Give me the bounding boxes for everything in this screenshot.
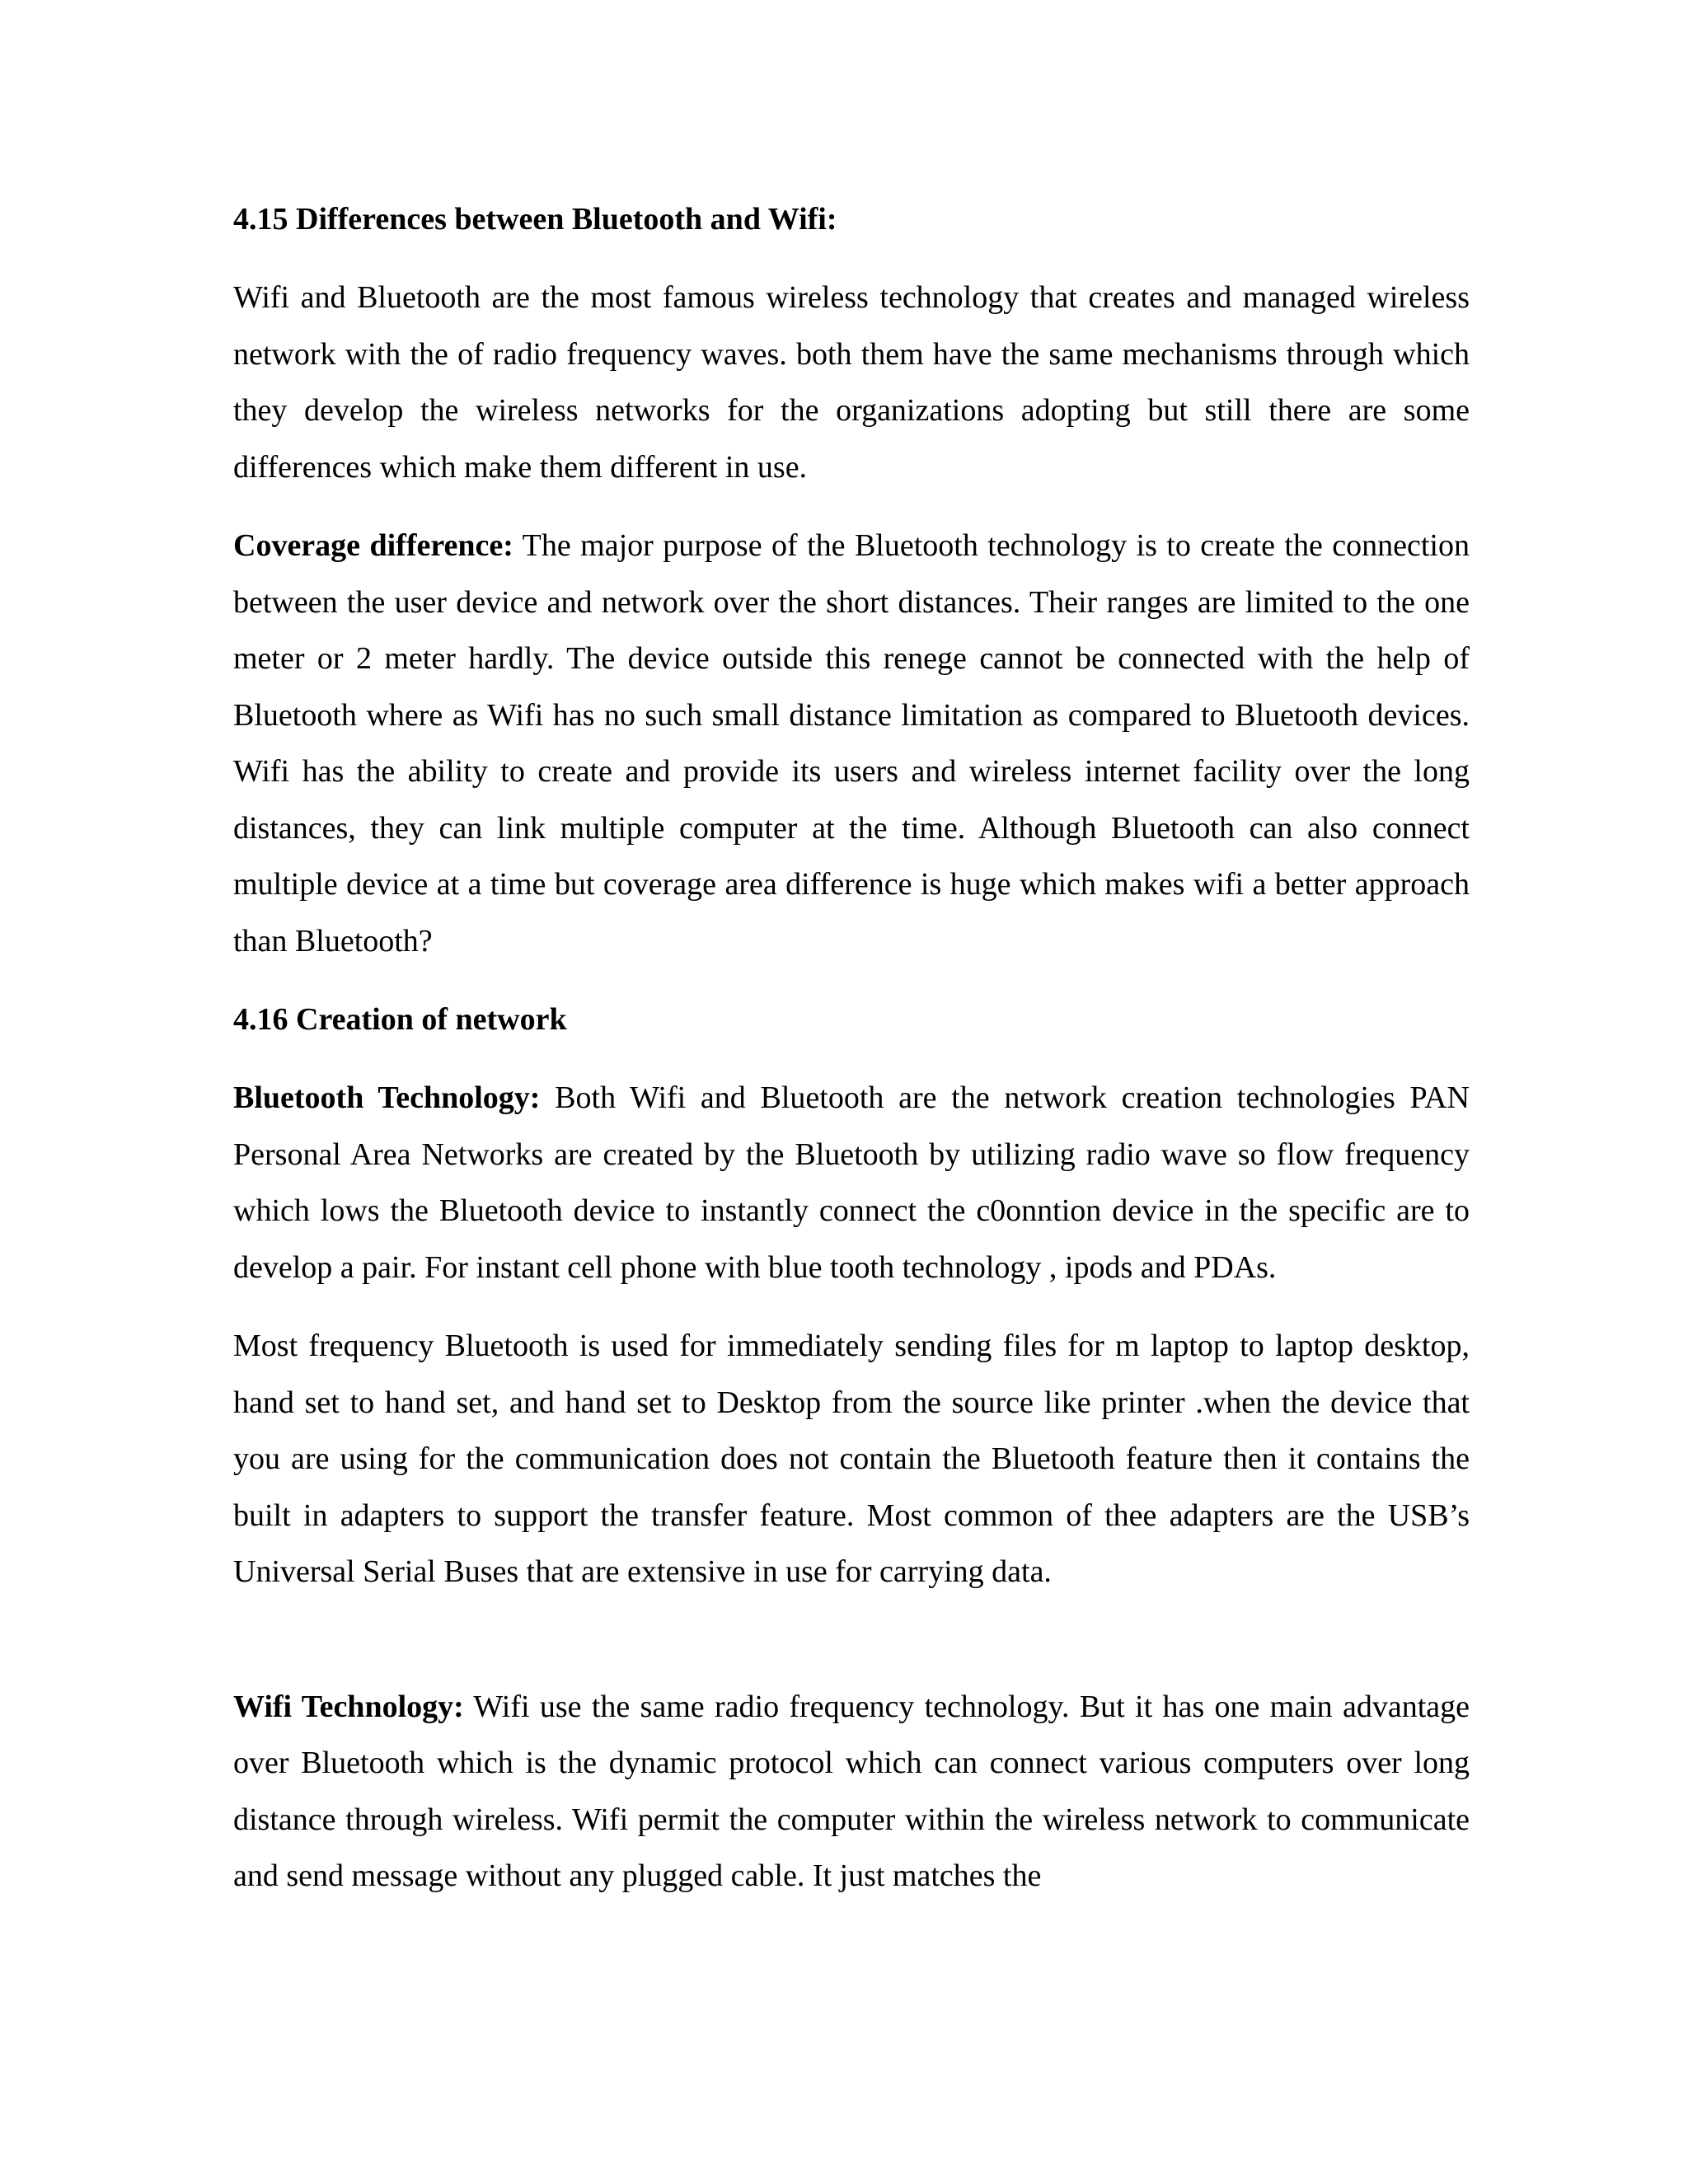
paragraph-bluetooth-technology [233, 1070, 1470, 1296]
paragraph-bluetooth-usage: Most frequency Bluetooth is used for immediately sending files for m laptop to laptop desktop, hand set to hand set, and hand set to Desktop from the source like printer .when the device that you are using for the communication does not contain the Bluetooth feature then it contains the built in adapters to support the transfer feature. Most common of thee adapters are the USB’s Universal Serial Buses that are extensive in use for carrying data. [233, 1329, 1470, 1589]
paragraph-wifi-technology [233, 1679, 1470, 1905]
paragraph-coverage-difference [233, 518, 1470, 969]
section-heading-4-16: 4.16 Creation of network [233, 1002, 567, 1037]
wifi-technology-lead: Wifi Technology: [233, 1689, 464, 1724]
coverage-difference-lead: Coverage difference: [233, 528, 513, 563]
section-heading-4-15: 4.15 Differences between Bluetooth and Wifi: [233, 202, 837, 237]
bluetooth-technology-text: Both Wifi and Bluetooth are the network creation technologies PAN Personal Area Networks are created by the Bluetooth by utilizing radio wave so flow frequency which lows the Bluetooth device to instantly connect the c0onntion device in the specific are to develop a pair. For instant cell phone with blue tooth technology , ipods and PDAs. [233, 1080, 1470, 1285]
bluetooth-technology-lead: Bluetooth Technology: [233, 1080, 541, 1115]
paragraph-intro: Wifi and Bluetooth are the most famous wireless technology that creates and managed wireless network with the of radio frequency waves. both them have the same mechanisms through which they develop the wireless networks for the organizations adopting but still there are some differences which make them different in use. [233, 280, 1470, 485]
wifi-technology-text: Wifi use the same radio frequency technology. But it has one main advantage over Bluetooth which is the dynamic protocol which can connect various computers over long distance through wireless. Wifi permit the computer within the wireless network to communicate and send message without any plugged cable. It just matches the [233, 1689, 1470, 1893]
page-content [233, 191, 1470, 1927]
coverage-difference-text: The major purpose of the Bluetooth technology is to create the connection between the user device and network over the short distances. Their ranges are limited to the one meter or 2 meter hardly. The device outside this renege cannot be connected with the help of Bluetooth where as Wifi has no such small distance limitation as compared to Bluetooth devices. Wifi has the ability to create and provide its users and wireless internet facility over the long distances, they can link multiple computer at the time. Although Bluetooth can also connect multiple device at a time but coverage area difference is huge which makes wifi a better approach than Bluetooth? [233, 528, 1470, 958]
